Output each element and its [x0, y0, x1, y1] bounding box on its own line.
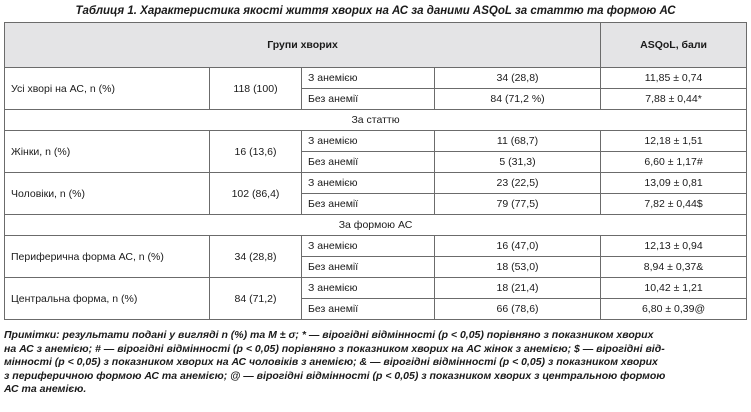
subgroup-label: З анемією	[302, 278, 435, 299]
subgroup-label: Без анемії	[302, 89, 435, 110]
header-row	[5, 23, 747, 68]
asqol-score: 13,09 ± 0,81	[601, 173, 747, 194]
group-value: 118 (100)	[210, 68, 302, 110]
table-row	[5, 131, 747, 152]
subgroup-count: 34 (28,8)	[435, 68, 601, 89]
subgroup-count: 66 (78,6)	[435, 299, 601, 320]
subgroup-count: 18 (53,0)	[435, 257, 601, 278]
subgroup-label: Без анемії	[302, 194, 435, 215]
note-line: з периферичною формою АС та анемією; @ — вірогідні відмінності (p < 0,05) з показником хворих з центральною формою	[4, 369, 666, 382]
asqol-score: 12,13 ± 0,94	[601, 236, 747, 257]
note-line: АС та анемією.	[4, 383, 87, 395]
asqol-score: 6,60 ± 1,17#	[601, 152, 747, 173]
asqol-score: 10,42 ± 1,21	[601, 278, 747, 299]
asqol-table	[4, 22, 747, 320]
subgroup-label: З анемією	[302, 236, 435, 257]
section-title: За формою АС	[5, 215, 747, 236]
subgroup-label: З анемією	[302, 173, 435, 194]
table-row	[5, 236, 747, 257]
asqol-score: 12,18 ± 1,51	[601, 131, 747, 152]
table-row	[5, 278, 747, 299]
subgroup-count: 23 (22,5)	[435, 173, 601, 194]
group-value: 34 (28,8)	[210, 236, 302, 278]
note-line: на АС з анемією; # — вірогідні відмінності (p < 0,05) порівняно з показником хворих на АС жінок з анемією; $ — вірогідні від-	[4, 342, 665, 355]
group-label: Центральна форма, n (%)	[5, 278, 210, 320]
header-groups: Групи хворих	[5, 23, 601, 68]
subgroup-count: 84 (71,2 %)	[435, 89, 601, 110]
section-title: За статтю	[5, 110, 747, 131]
subgroup-label: Без анемії	[302, 152, 435, 173]
group-label: Чоловіки, n (%)	[5, 173, 210, 215]
group-label: Жінки, n (%)	[5, 131, 210, 173]
subgroup-label: З анемією	[302, 131, 435, 152]
subgroup-label: Без анемії	[302, 257, 435, 278]
asqol-score: 7,88 ± 0,44*	[601, 89, 747, 110]
subgroup-count: 18 (21,4)	[435, 278, 601, 299]
subgroup-label: З анемією	[302, 68, 435, 89]
table-notes	[4, 329, 747, 397]
asqol-score: 11,85 ± 0,74	[601, 68, 747, 89]
note-line: мінності (p < 0,05) з показником хворих на АС чоловіків з анемією; & — вірогідні відмінності (p < 0,05) з показником хворих	[4, 356, 658, 368]
subgroup-label: Без анемії	[302, 299, 435, 320]
table-caption: Таблиця 1. Характеристика якості життя хворих на АС за даними ASQoL за статтю та формою АС	[75, 5, 676, 17]
group-label: Усі хворі на АС, n (%)	[5, 68, 210, 110]
subgroup-count: 5 (31,3)	[435, 152, 601, 173]
subgroup-count: 16 (47,0)	[435, 236, 601, 257]
group-label: Периферична форма АС, n (%)	[5, 236, 210, 278]
asqol-score: 8,94 ± 0,37&	[601, 257, 747, 278]
section-row	[5, 110, 747, 131]
table-row	[5, 68, 747, 89]
table-row	[5, 173, 747, 194]
subgroup-count: 11 (68,7)	[435, 131, 601, 152]
asqol-score: 6,80 ± 0,39@	[601, 299, 747, 320]
group-value: 84 (71,2)	[210, 278, 302, 320]
subgroup-count: 79 (77,5)	[435, 194, 601, 215]
note-line: Примітки: результати подані у вигляді n (%) та M ± σ; * — вірогідні відмінності (p < 0,05) порівняно з показником хворих	[4, 329, 654, 341]
group-value: 16 (13,6)	[210, 131, 302, 173]
asqol-score: 7,82 ± 0,44$	[601, 194, 747, 215]
header-asqol: ASQoL, бали	[601, 23, 747, 68]
group-value: 102 (86,4)	[210, 173, 302, 215]
section-row	[5, 215, 747, 236]
